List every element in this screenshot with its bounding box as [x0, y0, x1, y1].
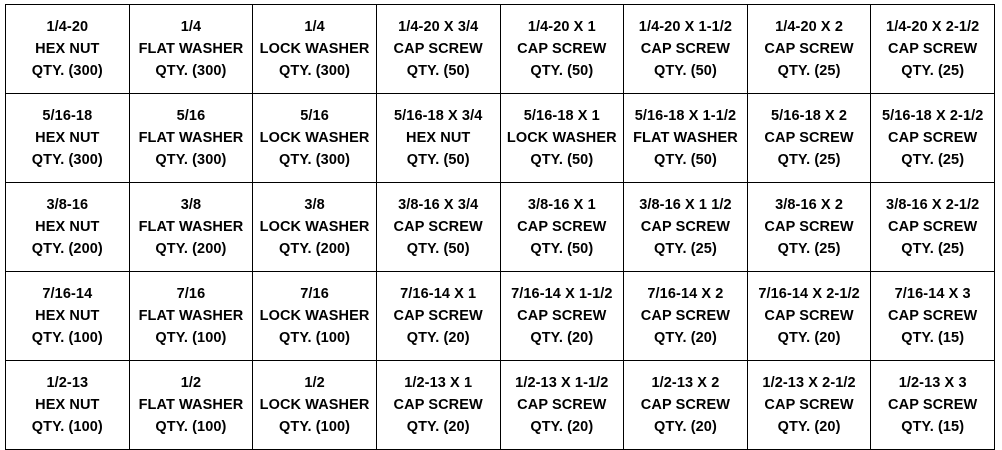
label-quantity: QTY. (300): [279, 152, 351, 168]
label-cell-content: [501, 361, 624, 449]
label-quantity: QTY. (50): [653, 63, 717, 79]
label-quantity: QTY. (300): [279, 63, 351, 79]
label-row: [6, 5, 995, 94]
label-quantity: QTY. (25): [901, 152, 965, 168]
label-cell-content: [748, 272, 871, 360]
label-size: 1/4-20 X 3/4: [398, 19, 479, 35]
label-cell-content: [624, 5, 747, 93]
label-size: 3/8-16 X 2-1/2: [886, 197, 980, 213]
label-quantity: QTY. (20): [653, 330, 717, 346]
label-cell: [376, 5, 500, 94]
label-quantity: QTY. (300): [31, 63, 103, 79]
label-size: 3/8: [180, 197, 202, 213]
label-cell: [624, 5, 748, 94]
label-quantity: QTY. (25): [901, 241, 965, 257]
label-cell-content: [6, 183, 129, 271]
label-quantity: QTY. (100): [31, 419, 103, 435]
label-cell-content: [377, 361, 500, 449]
label-quantity: QTY. (200): [155, 241, 227, 257]
label-item: CAP SCREW: [888, 397, 978, 413]
label-cell: [376, 272, 500, 361]
label-quantity: QTY. (50): [406, 241, 470, 257]
label-cell-content: [871, 94, 994, 182]
label-item: LOCK WASHER: [506, 130, 617, 146]
label-size: 1/2-13 X 2-1/2: [762, 375, 856, 391]
label-cell: [6, 94, 130, 183]
label-row: [6, 183, 995, 272]
label-size: 5/16-18 X 2-1/2: [881, 108, 984, 124]
label-cell-content: [130, 361, 253, 449]
label-cell-content: [501, 94, 624, 182]
label-item: HEX NUT: [35, 41, 100, 57]
label-cell: [376, 94, 500, 183]
label-size: 1/2: [180, 375, 202, 391]
label-cell-content: [253, 5, 376, 93]
label-cell-content: [253, 272, 376, 360]
label-item: CAP SCREW: [517, 219, 607, 235]
label-cell: [253, 94, 377, 183]
label-cell: [871, 5, 995, 94]
label-item: HEX NUT: [35, 130, 100, 146]
label-quantity: QTY. (25): [777, 63, 841, 79]
label-size: 1/4-20 X 2: [775, 19, 844, 35]
label-size: 5/16-18 X 1: [523, 108, 600, 124]
label-cell: [129, 5, 253, 94]
label-quantity: QTY. (200): [279, 241, 351, 257]
label-item: HEX NUT: [35, 397, 100, 413]
label-cell: [871, 94, 995, 183]
label-item: FLAT WASHER: [138, 308, 244, 324]
label-item: CAP SCREW: [640, 308, 731, 324]
label-cell: [500, 5, 624, 94]
label-item: CAP SCREW: [640, 219, 731, 235]
label-cell: [747, 94, 871, 183]
label-size: 7/16-14 X 3: [894, 286, 971, 302]
label-cell-content: [871, 183, 994, 271]
label-cell-content: [748, 361, 871, 449]
label-quantity: QTY. (300): [31, 152, 103, 168]
label-size: 5/16: [176, 108, 206, 124]
label-cell: [871, 183, 995, 272]
label-cell-content: [501, 5, 624, 93]
label-size: 5/16-18 X 1-1/2: [634, 108, 737, 124]
label-cell-content: [377, 183, 500, 271]
label-cell-content: [624, 272, 747, 360]
label-item: CAP SCREW: [517, 308, 607, 324]
label-size: 1/4: [304, 19, 325, 35]
label-size: 1/2-13 X 1-1/2: [515, 375, 609, 391]
label-cell: [500, 183, 624, 272]
label-size: 7/16-14 X 2: [647, 286, 724, 302]
label-item: CAP SCREW: [888, 130, 978, 146]
label-size: 3/8-16 X 3/4: [398, 197, 479, 213]
label-quantity: QTY. (100): [155, 419, 227, 435]
label-cell: [747, 5, 871, 94]
label-quantity: QTY. (200): [31, 241, 103, 257]
label-item: LOCK WASHER: [259, 41, 370, 57]
label-quantity: QTY. (25): [901, 63, 965, 79]
label-item: CAP SCREW: [393, 41, 483, 57]
label-cell: [500, 361, 624, 450]
label-item: LOCK WASHER: [259, 397, 370, 413]
label-item: LOCK WASHER: [259, 219, 370, 235]
label-item: CAP SCREW: [640, 41, 731, 57]
label-cell: [500, 272, 624, 361]
label-grid-body: [6, 5, 995, 450]
label-quantity: QTY. (50): [653, 152, 717, 168]
label-item: CAP SCREW: [764, 397, 854, 413]
label-size: 7/16-14: [42, 286, 93, 302]
label-cell-content: [748, 183, 871, 271]
label-cell: [747, 183, 871, 272]
label-cell: [6, 272, 130, 361]
label-quantity: QTY. (20): [530, 419, 594, 435]
label-size: 7/16: [176, 286, 206, 302]
label-cell: [500, 94, 624, 183]
label-cell-content: [624, 94, 747, 182]
label-quantity: QTY. (20): [777, 330, 841, 346]
label-quantity: QTY. (50): [530, 241, 594, 257]
label-cell-content: [6, 361, 129, 449]
label-cell: [253, 272, 377, 361]
label-cell-content: [253, 183, 376, 271]
label-quantity: QTY. (50): [406, 63, 470, 79]
label-cell: [6, 5, 130, 94]
label-cell: [129, 272, 253, 361]
label-cell-content: [253, 361, 376, 449]
label-size: 1/4-20 X 1: [527, 19, 596, 35]
label-size: 1/4-20 X 2-1/2: [886, 19, 980, 35]
label-item: CAP SCREW: [764, 308, 854, 324]
label-cell-content: [130, 183, 253, 271]
label-size: 1/2: [304, 375, 325, 391]
label-cell: [253, 361, 377, 450]
label-quantity: QTY. (100): [31, 330, 103, 346]
label-item: CAP SCREW: [888, 219, 978, 235]
label-quantity: QTY. (50): [530, 152, 594, 168]
label-quantity: QTY. (15): [901, 330, 965, 346]
label-quantity: QTY. (300): [155, 63, 227, 79]
label-size: 1/2-13 X 3: [898, 375, 967, 391]
label-item: CAP SCREW: [517, 41, 607, 57]
label-cell: [376, 183, 500, 272]
label-row: [6, 361, 995, 450]
label-quantity: QTY. (50): [530, 63, 594, 79]
label-size: 7/16-14 X 1: [400, 286, 477, 302]
label-size: 5/16: [300, 108, 329, 124]
label-size: 7/16-14 X 1-1/2: [511, 286, 613, 302]
label-size: 3/8-16: [46, 197, 89, 213]
label-cell-content: [748, 5, 871, 93]
label-item: CAP SCREW: [764, 219, 854, 235]
label-item: CAP SCREW: [393, 219, 483, 235]
label-size: 7/16: [300, 286, 329, 302]
label-cell-content: [748, 94, 871, 182]
label-quantity: QTY. (100): [279, 330, 351, 346]
label-cell: [871, 272, 995, 361]
label-cell: [129, 361, 253, 450]
label-cell-content: [6, 5, 129, 93]
label-size: 3/8-16 X 1: [527, 197, 596, 213]
label-item: HEX NUT: [35, 219, 100, 235]
label-item: FLAT WASHER: [138, 130, 244, 146]
label-size: 5/16-18: [42, 108, 93, 124]
label-size: 7/16-14 X 2-1/2: [758, 286, 860, 302]
label-cell-content: [501, 272, 624, 360]
label-size: 1/2-13 X 2: [651, 375, 720, 391]
parts-label-grid: [5, 4, 995, 450]
label-item: CAP SCREW: [393, 308, 483, 324]
label-item: CAP SCREW: [764, 41, 854, 57]
label-item: LOCK WASHER: [259, 308, 370, 324]
label-quantity: QTY. (20): [777, 419, 841, 435]
label-quantity: QTY. (50): [406, 152, 470, 168]
label-item: CAP SCREW: [888, 41, 978, 57]
label-quantity: QTY. (20): [530, 330, 594, 346]
label-cell: [871, 361, 995, 450]
label-quantity: QTY. (20): [653, 419, 717, 435]
label-cell-content: [377, 5, 500, 93]
label-item: FLAT WASHER: [138, 219, 244, 235]
label-item: CAP SCREW: [393, 397, 483, 413]
label-item: HEX NUT: [35, 308, 100, 324]
label-cell: [253, 5, 377, 94]
label-size: 3/8: [304, 197, 325, 213]
label-cell-content: [253, 94, 376, 182]
label-size: 1/4: [180, 19, 202, 35]
label-quantity: QTY. (25): [653, 241, 717, 257]
label-quantity: QTY. (300): [155, 152, 227, 168]
label-cell-content: [130, 272, 253, 360]
label-item: HEX NUT: [406, 130, 471, 146]
label-cell-content: [130, 5, 253, 93]
label-cell-content: [377, 272, 500, 360]
label-item: FLAT WASHER: [138, 41, 244, 57]
label-quantity: QTY. (100): [155, 330, 227, 346]
label-cell: [624, 183, 748, 272]
label-cell-content: [624, 361, 747, 449]
label-quantity: QTY. (25): [777, 241, 841, 257]
label-cell-content: [871, 272, 994, 360]
label-cell: [747, 361, 871, 450]
label-quantity: QTY. (20): [406, 330, 470, 346]
label-item: FLAT WASHER: [633, 130, 738, 146]
label-cell-content: [871, 5, 994, 93]
label-cell-content: [6, 94, 129, 182]
label-item: FLAT WASHER: [138, 397, 244, 413]
label-size: 3/8-16 X 2: [775, 197, 844, 213]
label-item: CAP SCREW: [517, 397, 607, 413]
label-size: 1/2-13 X 1: [404, 375, 473, 391]
label-cell: [6, 361, 130, 450]
label-cell-content: [871, 361, 994, 449]
label-item: CAP SCREW: [888, 308, 978, 324]
label-cell: [624, 272, 748, 361]
label-item: CAP SCREW: [640, 397, 731, 413]
label-quantity: QTY. (15): [901, 419, 965, 435]
label-cell: [376, 361, 500, 450]
label-quantity: QTY. (25): [777, 152, 841, 168]
label-quantity: QTY. (100): [279, 419, 351, 435]
label-cell: [129, 94, 253, 183]
label-cell-content: [6, 272, 129, 360]
label-item: CAP SCREW: [764, 130, 854, 146]
label-cell: [624, 361, 748, 450]
label-cell: [747, 272, 871, 361]
label-cell-content: [377, 94, 500, 182]
label-cell-content: [624, 183, 747, 271]
label-row: [6, 272, 995, 361]
label-cell: [6, 183, 130, 272]
label-item: LOCK WASHER: [259, 130, 370, 146]
label-size: 5/16-18 X 2: [771, 108, 848, 124]
label-size: 1/2-13: [46, 375, 89, 391]
label-size: 1/4-20: [46, 19, 89, 35]
label-quantity: QTY. (20): [406, 419, 470, 435]
label-size: 3/8-16 X 1 1/2: [639, 197, 732, 213]
label-cell: [129, 183, 253, 272]
label-cell-content: [501, 183, 624, 271]
label-size: 1/4-20 X 1-1/2: [638, 19, 733, 35]
label-row: [6, 94, 995, 183]
label-cell: [253, 183, 377, 272]
label-cell: [624, 94, 748, 183]
label-cell-content: [130, 94, 253, 182]
label-size: 5/16-18 X 3/4: [394, 108, 483, 124]
